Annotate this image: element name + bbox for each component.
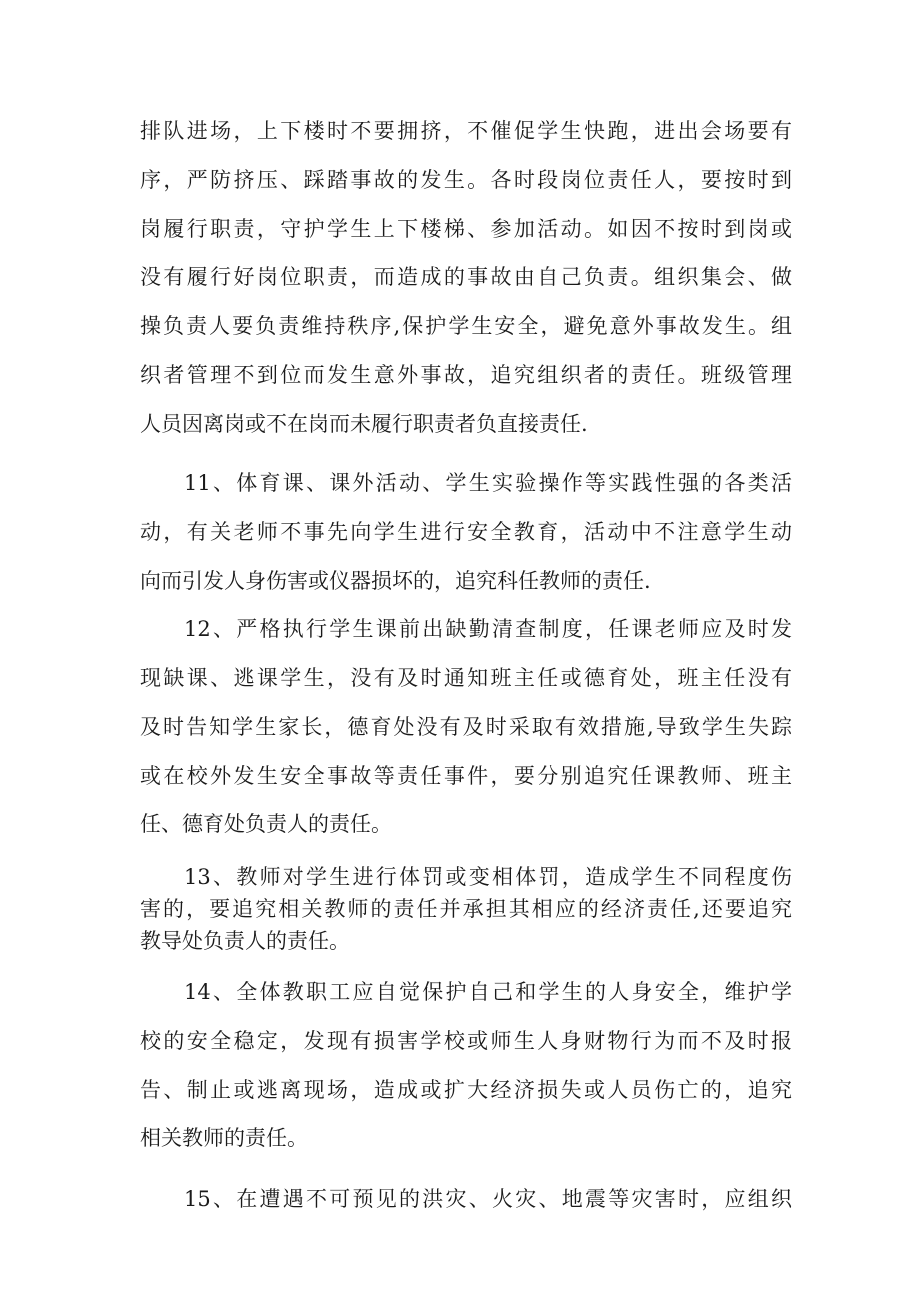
paragraph-line: 向而引发人身伤害或仪器损坏的，追究科任教师的责任.: [140, 569, 651, 593]
paragraph-line-item-12: 12、严格执行学生课前出缺勤清查制度，任课老师应及时发: [184, 617, 792, 641]
paragraph-line: 及时告知学生家长，德育处没有及时采取有效措施,导致学生失踪: [140, 715, 792, 739]
paragraph-line-item-11: 11、体育课、课外活动、学生实验操作等实践性强的各类活: [184, 471, 792, 495]
paragraph-line: 没有履行好岗位职责，而造成的事故由自己负责。组织集会、做: [140, 265, 792, 289]
paragraph-line: 人员因离岗或不在岗而未履行职责者负直接责任.: [140, 412, 588, 436]
paragraph-line: 操负责人要负责维持秩序,保护学生安全，避免意外事故发生。组: [140, 314, 792, 338]
paragraph-line: 任、德育处负责人的责任。: [140, 812, 392, 836]
paragraph-line-item-14: 14、全体教职工应自觉保护自己和学生的人身安全，维护学: [184, 980, 792, 1004]
paragraph-line: 校的安全稳定，发现有损害学校或师生人身财物行为而不及时报: [140, 1029, 792, 1053]
paragraph-line-item-13: 13、教师对学生进行体罚或变相体罚，造成学生不同程度伤: [184, 865, 792, 889]
paragraph-line: 岗履行职责，守护学生上下楼梯、参加活动。如因不按时到岗或: [140, 217, 792, 241]
paragraph-line: 教导处负责人的责任。: [140, 929, 350, 953]
paragraph-line: 现缺课、逃课学生，没有及时通知班主任或德育处，班主任没有: [140, 666, 792, 690]
paragraph-line: 相关教师的责任。: [140, 1126, 308, 1150]
paragraph-line: 序，严防挤压、踩踏事故的发生。各时段岗位责任人，要按时到: [140, 168, 792, 192]
paragraph-line: 告、制止或逃离现场，造成或扩大经济损失或人员伤亡的，追究: [140, 1078, 792, 1102]
paragraph-line: 织者管理不到位而发生意外事故，追究组织者的责任。班级管理: [140, 363, 792, 387]
paragraph-line: 动，有关老师不事先向学生进行安全教育，活动中不注意学生动: [140, 520, 792, 544]
paragraph-line-item-15: 15、在遭遇不可预见的洪灾、火灾、地震等灾害时，应组织: [184, 1187, 792, 1211]
paragraph-line: 排队进场，上下楼时不要拥挤，不催促学生快跑，进出会场要有: [140, 119, 792, 143]
paragraph-line: 害的，要追究相关教师的责任并承担其相应的经济责任,还要追究: [140, 897, 792, 921]
paragraph-line: 或在校外发生安全事故等责任事件，要分别追究任课教师、班主: [140, 764, 792, 788]
